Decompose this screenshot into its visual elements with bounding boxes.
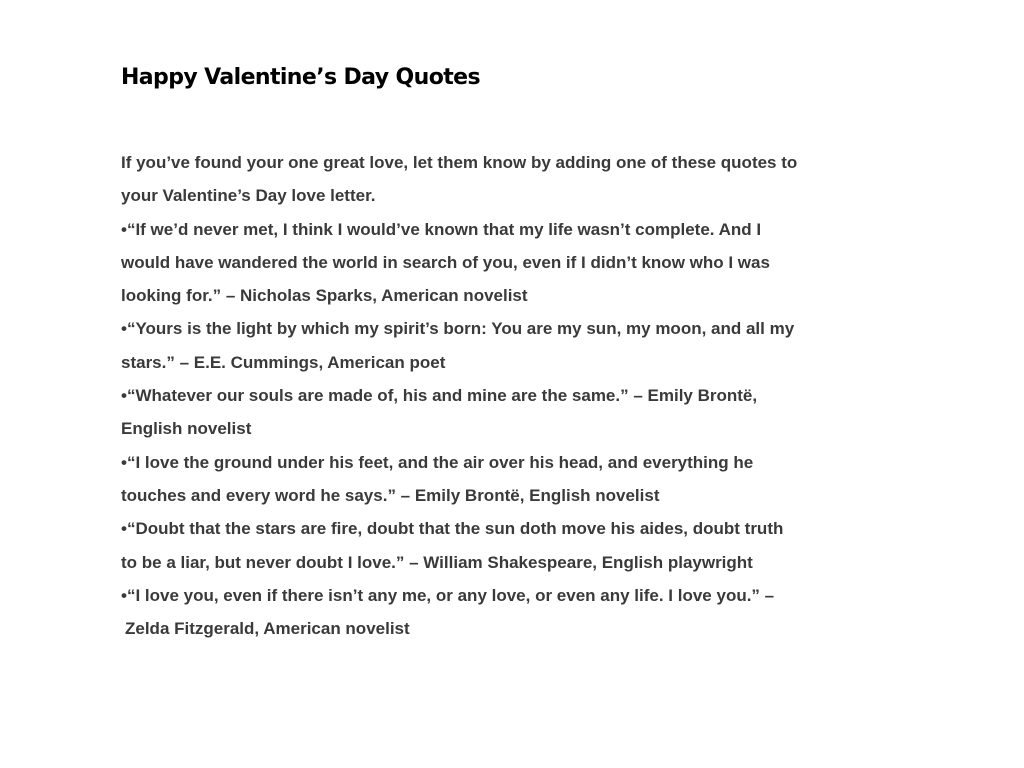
quotes-body: [121, 146, 881, 645]
quote-cummings-line-1: •“Yours is the light by which my spirit’s born: You are my sun, my moon, and all my: [121, 319, 795, 339]
quote-fitzgerald-line-1: •“I love you, even if there isn’t any me, or any love, or even any life. I love you.” –: [121, 585, 775, 605]
intro-line-1: If you’ve found your one great love, let them know by adding one of these quotes to: [121, 153, 798, 172]
quote-bronte-1-line-1: •“Whatever our souls are made of, his and mine are the same.” – Emily Brontë,: [121, 386, 758, 406]
quote-bronte-1-attribution: English novelist: [121, 419, 252, 439]
slide-title: Happy Valentine’s Day Quotes: [121, 65, 480, 90]
quote-bronte-2-attribution: touches and every word he says.” – Emily Brontë, English novelist: [121, 485, 660, 505]
quote-cummings-attribution: stars.” – E.E. Cummings, American poet: [121, 352, 446, 372]
quote-shakespeare-line-1: •“Doubt that the stars are fire, doubt that the sun doth move his aides, doubt truth: [121, 519, 784, 539]
quote-sparks-line-1: •“If we’d never met, I think I would’ve known that my life wasn’t complete. And I: [121, 219, 762, 239]
quote-shakespeare-attribution: to be a liar, but never doubt I love.” – William Shakespeare, English playwright: [121, 552, 753, 572]
quote-sparks-line-2: would have wandered the world in search of you, even if I didn’t know who I was: [121, 252, 770, 272]
quote-sparks-attribution: looking for.” – Nicholas Sparks, American novelist: [121, 286, 528, 306]
quote-bronte-2-line-1: •“I love the ground under his feet, and the air over his head, and everything he: [121, 452, 754, 472]
intro-line-2: your Valentine’s Day love letter.: [121, 186, 376, 206]
quote-fitzgerald-attribution: Zelda Fitzgerald, American novelist: [125, 619, 410, 639]
